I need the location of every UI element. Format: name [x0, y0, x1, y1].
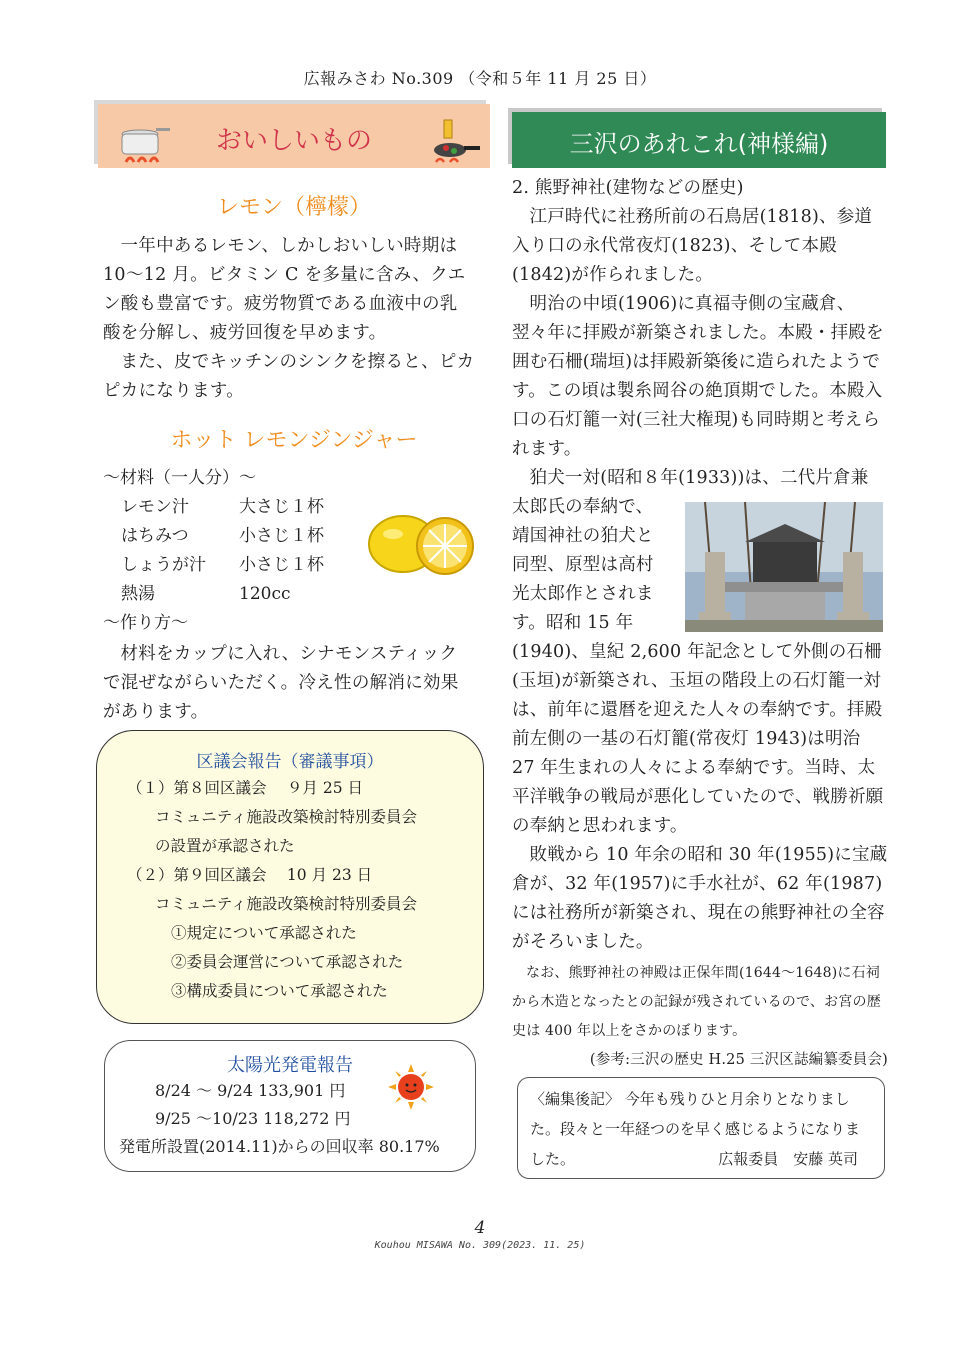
ingredient-row	[103, 580, 373, 609]
lemon-paragraph: また、皮でキッチンのシンクを擦ると、ピカピカになります。	[103, 352, 475, 401]
council-item: ③構成委員について承認された	[171, 982, 388, 1000]
history-note: なお、熊野神社の神殿は正保年間(1644～1648)に石祠から木造となったとの記録が残されているので、お宮の歴史は 400 年以上をさかのぼります。	[512, 965, 881, 1039]
method-label: ～作り方～	[103, 613, 188, 633]
ingredient-amount: 120cc	[239, 584, 291, 604]
council-items	[97, 774, 483, 1006]
cooking-pot-icon	[110, 120, 174, 166]
ingredient-name: 熱湯	[121, 584, 155, 604]
sun-icon	[388, 1064, 434, 1110]
solar-title: 太陽光発電報告	[227, 1055, 353, 1076]
page-number: 4	[474, 1218, 486, 1238]
council-item: ①規定について承認された	[171, 924, 357, 942]
lemon-paragraph: 一年中あるレモン、しかしおいしい時期は 10～12 月。ビタミン C を多量に含み、クエン酸も豊富です。疲労物質である血液中の乳酸を分解し、疲労回復を早めます。	[103, 236, 466, 343]
council-item: コミュニティ施設改築検討特別委員会	[155, 808, 417, 826]
council-title: 区議会報告（審議事項）	[196, 752, 384, 772]
ingredient-row	[103, 551, 373, 580]
ingredient-amount: 小さじ１杯	[239, 526, 324, 546]
council-item: の設置が承認された	[155, 837, 295, 855]
council-report-box	[96, 730, 484, 1024]
editor-note-box	[517, 1077, 885, 1179]
article-line: 光太郎作とされま	[512, 584, 654, 604]
article-line: す。昭和 15 年	[512, 613, 634, 633]
article-line: 太郎氏の奉納で、	[512, 497, 654, 517]
reference-line: (参考:三沢の歴史 H.25 三沢区誌編纂委員会)	[589, 1052, 888, 1068]
council-item: （１）第８回区議会 ９月 25 日	[127, 779, 364, 797]
ingredient-amount: 大さじ１杯	[239, 497, 324, 517]
banner-title: おいしいもの	[215, 126, 372, 156]
shrine-photo	[685, 502, 883, 632]
article-line: 同型、原型は高村	[512, 555, 654, 575]
frying-pan-icon	[426, 118, 482, 166]
article-paragraph: 江戸時代に社務所前の石鳥居(1818)、参道入り口の永代常夜灯(1823)、そして本殿(1842)が作られました。	[512, 207, 873, 285]
method-paragraph: 材料をカップに入れ、シナモンスティックで混ぜながらいただく。冷え性の解消に効果があります。	[103, 644, 459, 722]
lemon-heading: レモン（檸檬）	[216, 195, 371, 220]
solar-line: 9/25 ～10/23 118,272 円	[155, 1109, 351, 1128]
ingredient-amount: 小さじ１杯	[239, 555, 324, 575]
article-paragraph: 明治の中頃(1906)に真福寺側の宝蔵倉、翌々年に拝殿が新築されました。本殿・拝殿を囲む石柵(瑞垣)は拝殿新築後に造られたようです。この頃は製糸岡谷の絶頂期でした。本殿入口の石灯籠一対(三社大権現)も同時期と考えられます。	[512, 294, 884, 459]
solar-line: 8/24 ～ 9/24 133,901 円	[155, 1081, 346, 1100]
council-item: コミュニティ施設改築検討特別委員会	[155, 895, 417, 913]
ingredient-row	[103, 522, 373, 551]
council-item: ②委員会運営について承認された	[171, 953, 404, 971]
method-text	[103, 640, 475, 727]
recipe-heading: ホット レモンジンジャー	[170, 428, 418, 453]
banner-title: 三沢のあれこれ(神様編)	[569, 130, 829, 158]
article-paragraph: 敗戦から 10 年余の昭和 30 年(1955)に宝蔵倉が、32 年(1957)に手水社が、62 年(1987)には社務所が新築され、現在の熊野神社の全容がそろいました。	[512, 845, 888, 952]
editor-note-text: 〈編集後記〉 今年も残りひと月余りとなりました。段々と一年経つのを早く感じるようになりました。	[530, 1090, 861, 1168]
article-line: 狛犬一対(昭和８年(1933))は、二代片倉兼	[529, 468, 869, 488]
article-paragraph: (1940)、皇紀 2,600 年記念として外側の石柵 (玉垣)が新築され、玉垣の階段上の石灯籠一対は、前年に還暦を迎えた人々の奉納です。拝殿前左側の一基の石灯籠(常夜灯 1943)は明治 27 年生まれの人々による奉納です。当時、太平洋戦争の戦局が悪化していたので、戦勝祈願の奉納と思われます。	[512, 642, 884, 836]
council-item: （２）第９回区議会 10 月 23 日	[127, 866, 373, 884]
ingredient-name: しょうが汁	[121, 555, 206, 575]
newsletter-header: 広報みさわ No.309 （令和５年 11 月 25 日）	[303, 69, 657, 88]
ingredient-name: レモン汁	[121, 497, 189, 517]
section-heading: 2. 熊野神社(建物などの歴史)	[512, 178, 744, 198]
article-line: 靖国神社の狛犬と	[512, 526, 654, 546]
lemon-illustration	[365, 504, 475, 584]
editor-signature: 広報委員 安藤 英司	[718, 1150, 858, 1168]
ingredient-name: はちみつ	[121, 526, 189, 546]
misawa-arekore-banner	[512, 112, 886, 168]
editor-note	[518, 1078, 884, 1180]
ingredients-section	[103, 464, 373, 638]
lemon-description	[103, 232, 475, 406]
solar-line: 発電所設置(2014.11)からの回収率 80.17%	[119, 1137, 440, 1156]
materials-label: ～材料（一人分）～	[103, 468, 256, 488]
ingredient-row	[103, 493, 373, 522]
footer-text: Kouhou MISAWA No. 309(2023. 11. 25)	[374, 1240, 586, 1251]
